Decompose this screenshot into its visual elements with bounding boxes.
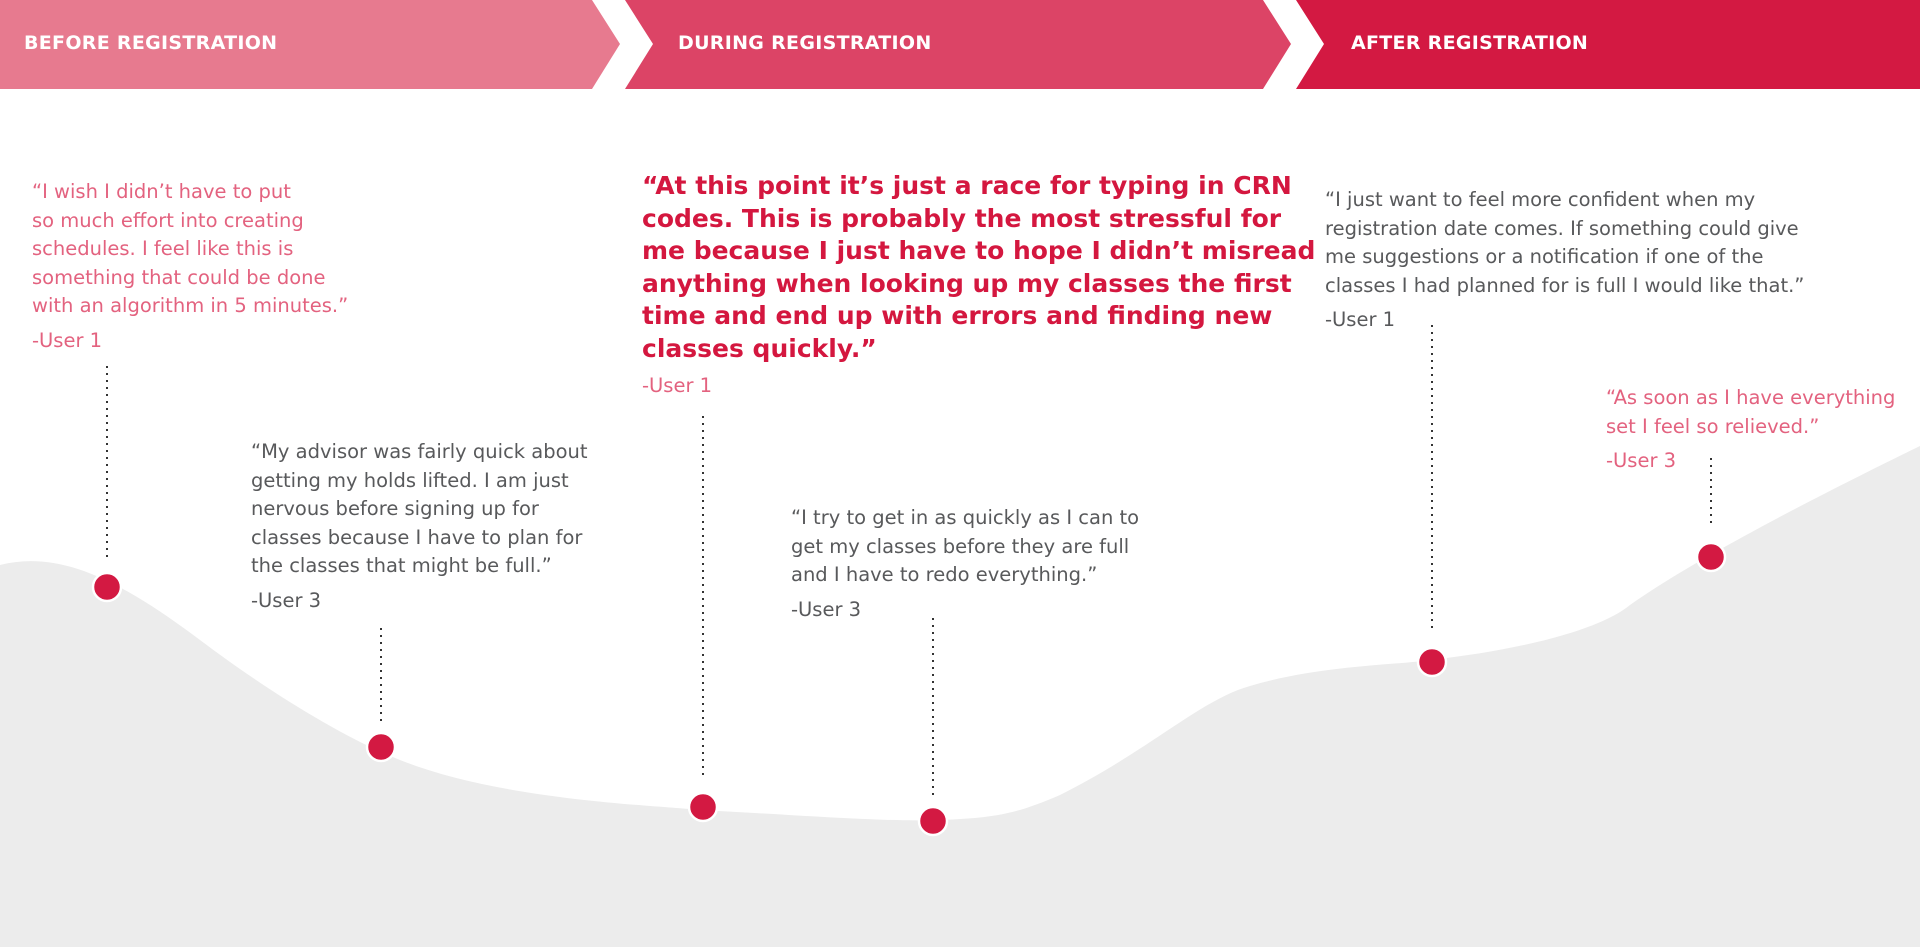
quote-after-2: “As soon as I have everything set I feel so relieved.” [1606, 386, 1896, 438]
phase-label-during: DURING REGISTRATION [678, 32, 932, 54]
quote-attribution: -User 3 [251, 589, 322, 612]
quote-after-1: “I just want to feel more confident when my registration date comes. If something could give me suggestions or a notification if one of the classes I had planned for is full I would like that.” [1325, 188, 1805, 297]
quote-attribution: -User 3 [791, 598, 862, 621]
emotion-point [1697, 543, 1725, 571]
emotion-point [1418, 648, 1446, 676]
quote-attribution: -User 1 [642, 374, 713, 397]
phase-label-before: BEFORE REGISTRATION [24, 32, 278, 54]
emotion-point [93, 573, 121, 601]
emotion-point [367, 733, 395, 761]
quote-during-2: “I try to get in as quickly as I can to get my classes before they are full and I have to redo everything.” [791, 506, 1140, 586]
emotion-point [689, 793, 717, 821]
quote-before-1: “I wish I didn’t have to put so much effort into creating schedules. I feel like this is something that could be done with an algorithm in 5 minutes.” [32, 180, 349, 317]
quote-during-highlight: “At this point it’s just a race for typing in CRN codes. This is probably the most stressful for me because I just have to hope I didn’t misread anything when looking up my classes the first time and end up with errors and finding new classes quickly.” [642, 171, 1316, 363]
quote-before-2: “My advisor was fairly quick about getting my holds lifted. I am just nervous before signing up for classes because I have to plan for the classes that might be full.” [251, 440, 588, 577]
emotion-point [919, 807, 947, 835]
phase-label-after: AFTER REGISTRATION [1351, 32, 1589, 54]
quote-attribution: -User 1 [32, 329, 103, 352]
quote-attribution: -User 3 [1606, 449, 1677, 472]
quote-attribution: -User 1 [1325, 308, 1396, 331]
